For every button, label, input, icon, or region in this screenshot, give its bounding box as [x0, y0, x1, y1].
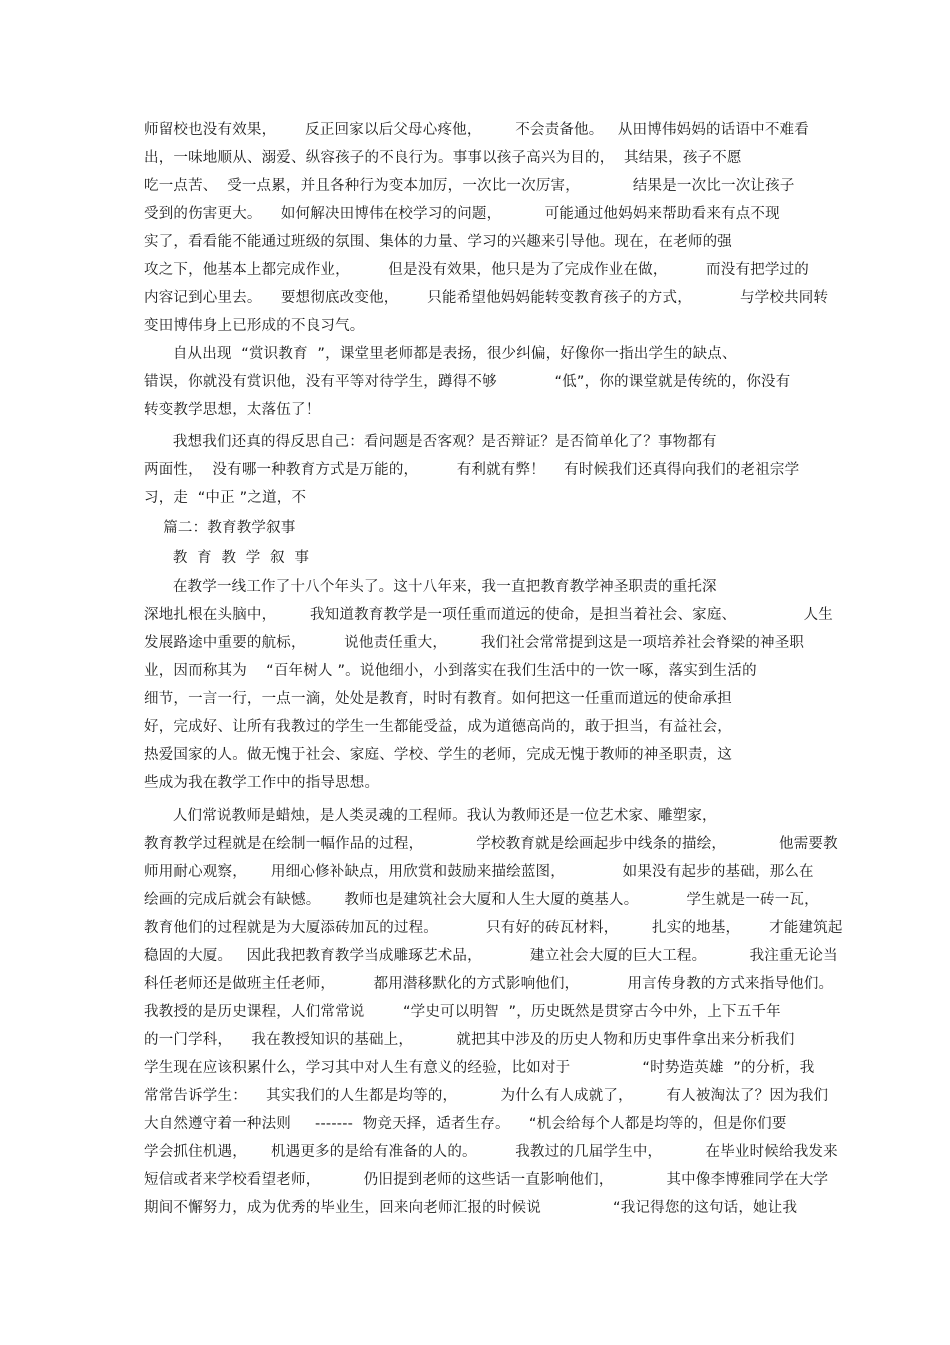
text-line: 实了，看看能不能通过班级的氛围、集体的力量、学习的兴趣来引导他。现在，在老师的强 [144, 234, 732, 250]
text-line: 师留校也没有效果， 反正回家以后父母心疼他， 不会责备他。 从田博伟妈妈的话语中不难看 [144, 122, 809, 138]
text-line: 人们常说教师是蜡烛，是人类灵魂的工程师。我认为教师还是一位艺术家、雕塑家， [144, 808, 717, 824]
text-line: 受到的伤害更大。 如何解决田博伟在校学习的问题， 可能通过他妈妈来帮助看来有点不现 [144, 206, 780, 222]
text-line: 业，因而称其为 “百年树人 ”。说他细小，小到落实在我们生活中的一饮一啄，落实到生活的 [144, 663, 757, 679]
text-line: 出，一味地顺从、溺爱、纵容孩子的不良行为。事事以孩子高兴为目的， 其结果，孩子不愿 [144, 150, 742, 166]
text-line: 教育他们的过程就是为大厦添砖加瓦的过程。 只有好的砖瓦材料， 扎实的地基， 才能建筑起 [144, 920, 843, 936]
text-line: 在教学一线工作了十八个年头了。这十八年来，我一直把教育教学神圣职责的重托深 [144, 579, 717, 595]
text-line: 学生现在应该积累什么，学习其中对人生有意义的经验，比如对于 “时势造英雄 ”的分析，我 [144, 1060, 815, 1076]
text-line: 绘画的完成后就会有缺憾。 教师也是建筑社会大厦和人生大厦的奠基人。 学生就是一砖一瓦， [144, 892, 819, 908]
text-line: 科任老师还是做班主任老师， 都用潜移默化的方式影响他们， 用言传身教的方式来指导他们。 [144, 976, 834, 992]
text-line: 大自然遵守着一种法则 ------- 物竞天择，适者生存。 “机会给每个人都是均等的，但是你们要 [144, 1116, 787, 1132]
text-line: 短信或者来学校看望老师， 仍旧提到老师的这些话一直影响他们， 其中像李博雅同学在大学 [144, 1172, 829, 1188]
text-line: 稳固的大厦。 因此我把教育教学当成雕琢艺术品， 建立社会大厦的巨大工程。 我注重无论当 [144, 948, 838, 964]
text-line: 学会抓住机遇， 机遇更多的是给有准备的人的。 我教过的几届学生中， 在毕业时候给我发来 [144, 1144, 838, 1160]
section-heading: 篇二：教育教学叙事 [144, 520, 296, 536]
text-line: 发展路途中重要的航标， 说他责任重大， 我们社会常常提到这是一项培养社会脊梁的神圣职 [144, 635, 805, 651]
text-line: 习，走 “中正 ”之道，不 [144, 490, 307, 506]
text-line: 期间不懈努力，成为优秀的毕业生，回来向老师汇报的时候说 “我记得您的这句话，她让我 [144, 1200, 798, 1216]
text-line: 好，完成好、让所有我教过的学生一生都能受益，成为道德高尚的，敢于担当，有益社会， [144, 719, 732, 735]
text-line: 些成为我在教学工作中的指导思想。 [144, 775, 380, 791]
text-line: 师用耐心观察， 用细心修补缺点，用欣赏和鼓励来描绘蓝图， 如果没有起步的基础，那么在 [144, 864, 814, 880]
text-line: 变田博伟身上已形成的不良习气。 [144, 318, 365, 334]
text-line: 热爱国家的人。做无愧于社会、家庭、学校、学生的老师，完成无愧于教师的神圣职责，这 [144, 747, 732, 763]
text-line: 深地扎根在头脑中， 我知道教育教学是一项任重而道远的使命，是担当着社会、家庭、 人生 [144, 607, 833, 623]
text-line: 吃一点苦、 受一点累，并且各种行为变本加厉，一次比一次厉害， 结果是一次比一次让孩子 [144, 178, 795, 194]
text-line: 转变教学思想，太落伍了！ [144, 402, 321, 418]
text-line: 我想我们还真的得反思自己：看问题是否客观？是否辩证？是否简单化了？事物都有 [144, 434, 717, 450]
section-title: 教 育 教 学 叙 事 [144, 550, 310, 566]
text-line: 我教授的是历史课程，人们常常说 “学史可以明智 ”，历史既然是贯穿古今中外，上下五千年 [144, 1004, 781, 1020]
text-line: 错误，你就没有赏识他，没有平等对待学生，蹲得不够 “低”，你的课堂就是传统的，你没有 [144, 374, 791, 390]
text-line: 两面性， 没有哪一种教育方式是万能的， 有利就有弊！ 有时候我们还真得向我们的老祖宗学 [144, 462, 800, 478]
text-line: 内容记到心里去。 要想彻底改变他， 只能希望他妈妈能转变教育孩子的方式， 与学校共同转 [144, 290, 829, 306]
text-line: 自从出现 “赏识教育 ”，课堂里老师都是表扬，很少纠偏，好像你一指出学生的缺点、 [144, 346, 737, 362]
text-line: 常常告诉学生： 其实我们的人生都是均等的， 为什么有人成就了， 有人被淘汰了？因为我们 [144, 1088, 829, 1104]
text-line: 攻之下，他基本上都完成作业， 但是没有效果，他只是为了完成作业在做， 而没有把学过的 [144, 262, 809, 278]
text-line: 细节，一言一行，一点一滴，处处是教育，时时有教育。如何把这一任重而道远的使命承担 [144, 691, 732, 707]
text-line: 的一门学科， 我在教授知识的基础上， 就把其中涉及的历史人物和历史事件拿出来分析我们 [144, 1032, 795, 1048]
text-line: 教育教学过程就是在绘制一幅作品的过程， 学校教育就是绘画起步中线条的描绘， 他需要教 [144, 836, 838, 852]
